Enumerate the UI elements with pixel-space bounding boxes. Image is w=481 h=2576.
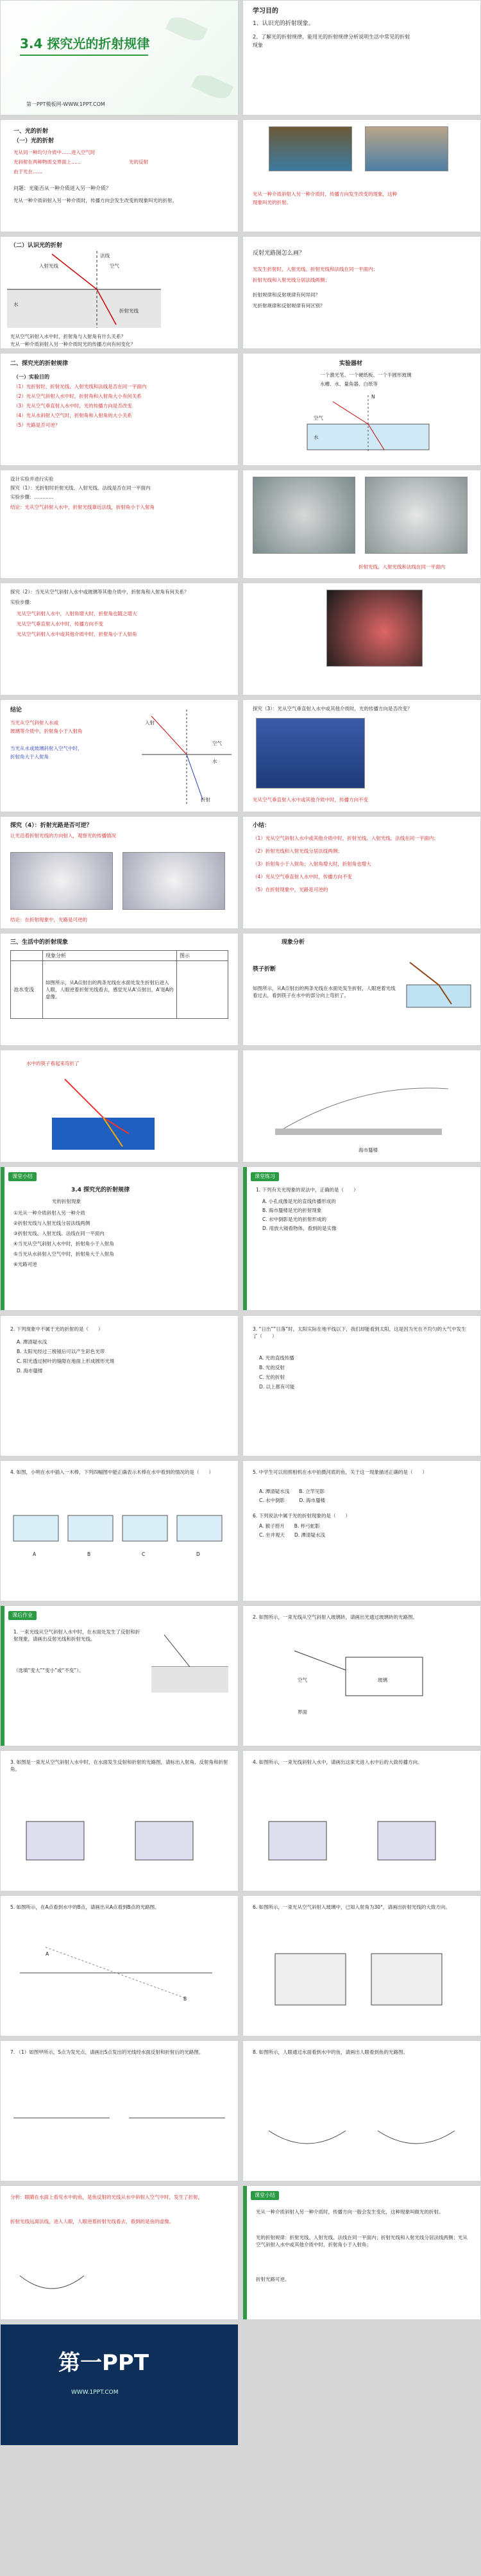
slide-36[interactable] bbox=[0, 2324, 239, 2446]
slide-35[interactable] bbox=[242, 2185, 481, 2320]
option: A. 光的直线传播 bbox=[259, 1355, 294, 1361]
definition-red: 光从一种介质斜射入另一种介质时，传播方向发生改变的现象，这种 bbox=[253, 191, 397, 197]
figure bbox=[20, 1796, 212, 1873]
line-4: 光斜射在两种物质交界面上…… bbox=[13, 159, 81, 165]
summary-line: 光的折射规律：折射光线、入射光线、法线在同一平面内；折射光线和入射光线分居法线两侧；光从空气斜射入水中或其他介质中时，折射角小于入射角； bbox=[256, 2235, 468, 2248]
row-text: 如图所示，从A点射出的两条光线在水面处发生折射，人眼逆着光线看过去，看到筷子在水中的部分向上弯折了。 bbox=[253, 985, 396, 998]
slide-21[interactable] bbox=[242, 1166, 481, 1311]
item: ③折射光线、入射光线、法线在同一平面内 bbox=[13, 1231, 105, 1236]
line-3: 光从空气斜射入水中，入射角增大时，折射角也随之增大 bbox=[17, 611, 137, 617]
option: A. 小孔成像是光的直线传播形成的 bbox=[262, 1198, 336, 1204]
summary-item: （4）光从空气垂直射入水中时，传播方向不变 bbox=[253, 874, 352, 880]
leaf-decor bbox=[165, 13, 208, 46]
photo-refraction-1 bbox=[269, 126, 352, 171]
item: （4）光从水斜射入空气时，折射角和入射角的大小关系 bbox=[13, 413, 132, 418]
option: C. 坐井观天 D. 潭清疑水浅 bbox=[259, 1532, 326, 1538]
line-1: 反射光路图怎么画？ bbox=[253, 250, 305, 257]
slide-7[interactable] bbox=[0, 353, 239, 466]
figure bbox=[262, 1941, 455, 2018]
photo-tank bbox=[256, 718, 365, 789]
line-2: 实验步骤： bbox=[10, 599, 35, 605]
side-bar bbox=[1, 1167, 4, 1310]
line-5: 光从空气斜射入水中或其他介质中时，折射角小于入射角 bbox=[17, 631, 137, 637]
question-2: （选填“变大”“变小”或“不变”）。 bbox=[13, 1668, 84, 1673]
photo-experiment-1 bbox=[253, 477, 355, 554]
label-air: 空气 bbox=[298, 1677, 307, 1683]
option: D. 海市蜃楼 bbox=[17, 1368, 43, 1374]
figure bbox=[262, 1796, 455, 1873]
chopstick-figure bbox=[403, 959, 474, 1011]
section-tag: 课堂小结 bbox=[251, 2191, 279, 2200]
slide-2[interactable] bbox=[242, 0, 481, 115]
refraction-diagram bbox=[7, 251, 161, 328]
slide-6[interactable] bbox=[242, 236, 481, 349]
slide-14[interactable] bbox=[0, 816, 239, 929]
question: 光从空气斜射入水中时，折射角与入射角有什么关系？ bbox=[10, 334, 126, 339]
option: C. 阳光透过树叶的缝隙在地面上形成圆形光斑 bbox=[17, 1358, 115, 1364]
photo-reversible-1 bbox=[10, 852, 113, 910]
slide-18[interactable] bbox=[0, 1050, 239, 1163]
label-water: 水 bbox=[314, 434, 319, 440]
label-air: 空气 bbox=[110, 263, 119, 269]
row-figure bbox=[177, 961, 228, 1019]
slide-5[interactable] bbox=[0, 236, 239, 349]
line-3: 光从同一种均匀介质中……进入空气时 bbox=[13, 149, 96, 155]
question: 8. 如图所示，人眼通过水面看到水中的鱼，请画出人眼看到鱼的光路图。 bbox=[253, 2049, 409, 2055]
phenomenon-table bbox=[10, 950, 228, 1019]
label-normal: N bbox=[371, 394, 375, 400]
slide-8[interactable] bbox=[242, 353, 481, 466]
slide-heading: 结论 bbox=[10, 707, 22, 713]
line-1: 让光沿着折射光线的方向射入，观察光的传播情况 bbox=[10, 833, 116, 839]
slide-3[interactable] bbox=[0, 119, 239, 232]
line-3: 实验步骤：………… bbox=[10, 494, 54, 500]
slide-heading: （二）认识光的折射 bbox=[10, 243, 63, 249]
slide-15[interactable] bbox=[242, 816, 481, 929]
heading: 学习目的 bbox=[253, 8, 278, 15]
item: ②折射光线与入射光线分居法线两侧 bbox=[13, 1220, 90, 1226]
line-2: 探究（1）：光折射时折射光线、入射光线、法线是否在同一平面内 bbox=[10, 485, 151, 491]
option: B. 太阳光经过三棱镜后可以产生彩色光带 bbox=[17, 1349, 105, 1354]
question: 4. 如图，小明在水中插入一木棒，下列四幅图中能正确表示木棒在水中看到的情况的是（ ） bbox=[10, 1469, 214, 1475]
option-letter: A bbox=[33, 1551, 37, 1557]
item: 光的折射现象 bbox=[52, 1198, 81, 1204]
figure bbox=[256, 2079, 468, 2156]
question: 6. 如图所示，一束光从空气斜射入玻璃中，已知入射角为30°，请画出折射光线的大致方向。 bbox=[253, 1904, 450, 1910]
slide-heading: 现象分析 bbox=[282, 939, 305, 946]
line-5: 光的反射 bbox=[129, 159, 148, 165]
label-incident: 入射光线 bbox=[39, 263, 58, 269]
slide-22[interactable] bbox=[0, 1315, 239, 1456]
label-water: 水 bbox=[212, 758, 217, 764]
item: ④当光从空气斜射入水中时，折射角小于入射角 bbox=[13, 1241, 114, 1247]
slide-19[interactable] bbox=[242, 1050, 481, 1163]
option: C. 光的折射 bbox=[259, 1374, 285, 1380]
analysis-2: 折射光线远离法线，进入人眼，人眼逆着折射光线看去，看到的是鱼的虚像。 bbox=[10, 2219, 174, 2224]
line-1: 当光从空气斜射入水或 bbox=[10, 720, 58, 726]
line-5: 光折射规律和反射规律有何区别？ bbox=[253, 303, 325, 309]
slide-11[interactable] bbox=[0, 583, 239, 695]
definition: 光从一种介质斜射入另一种介质时，传播方向会发生改变的现象叫光的折射。 bbox=[13, 198, 177, 203]
slide-29[interactable] bbox=[242, 1750, 481, 1891]
conclusion: 结论：光从空气斜射入水中，折射光线靠近法线，折射角小于入射角 bbox=[10, 504, 155, 510]
item: （2）光从空气斜射入水中时，折射角和入射角大小有何关系 bbox=[13, 393, 142, 399]
summary-item: （2）折射光线和入射光线分居法线两侧； bbox=[253, 848, 342, 854]
section-tag: 课堂小结 bbox=[8, 1172, 37, 1181]
goal-2b: 现象 bbox=[253, 42, 263, 48]
question: 3. 如图是一束光从空气斜射入水中时，在水面发生反射和折射的光路图，请标出入射角、反射角和折射角。 bbox=[10, 1759, 228, 1772]
item: （3）光从空气垂直射入水中时，光的传播方向是否改变 bbox=[13, 403, 132, 409]
side-bar bbox=[243, 1167, 247, 1310]
figure bbox=[13, 2079, 225, 2156]
section-tag: 课堂练习 bbox=[251, 1172, 279, 1181]
caption: 海市蜃楼 bbox=[359, 1147, 378, 1153]
item: ⑥光路可逆 bbox=[13, 1261, 37, 1267]
option-letter: B bbox=[87, 1551, 91, 1557]
slide-subtitle: 第一PPT模板网-WWW.1PPT.COM bbox=[26, 101, 105, 107]
row-text: 如图所示，从A点射出的两条光线在水面处发生折射后进入人眼，人眼逆着折射光线看去，感觉光从A'点射出，A'是A的虚像。 bbox=[43, 961, 177, 1019]
title-underline bbox=[20, 55, 148, 56]
option: C. 水中倒影是光的折射形成的 bbox=[262, 1216, 327, 1222]
label-air: 空气 bbox=[212, 740, 222, 746]
header-cell: 现象分析 bbox=[43, 951, 177, 961]
caption: 折射光线、入射光线和法线在同一平面内 bbox=[359, 564, 445, 570]
item: （一）实验目的 bbox=[13, 374, 49, 380]
figure bbox=[151, 1632, 228, 1696]
mirage-figure bbox=[262, 1057, 455, 1147]
analysis: 分析：眼睛在水面上看见水中的鱼，是鱼反射的光线从水中斜射入空气中时，发生了折射， bbox=[10, 2194, 203, 2200]
item: ①光从一种介质斜射入另一种介质 bbox=[13, 1210, 85, 1216]
line-4: 光从空气垂直射入水中时，传播方向不变 bbox=[17, 621, 103, 627]
leaf-decor bbox=[191, 71, 233, 103]
summary-item: （3）折射角小于入射角；入射角增大时，折射角也增大 bbox=[253, 861, 371, 867]
line-4: 折射角大于入射角 bbox=[10, 754, 49, 760]
slide-heading: 三、生活中的折射现象 bbox=[10, 939, 69, 946]
slide-27[interactable] bbox=[242, 1605, 481, 1746]
slide-11b[interactable] bbox=[242, 583, 481, 695]
question: 4. 如图所示，一束光线斜射入水中，请画出这束光进入水中后的大致传播方向。 bbox=[253, 1759, 423, 1765]
slide-33[interactable] bbox=[242, 2040, 481, 2181]
question: 7. （1）如图甲所示，S点为发光点，请画出S点发出的光线经水面反射和折射后的光路图。 bbox=[10, 2049, 204, 2055]
conclusion: 结论：在折射现象中，光路是可逆的 bbox=[10, 917, 87, 923]
header-cell: 图示 bbox=[177, 951, 228, 961]
option: A. 潭清疑水浅 bbox=[17, 1339, 47, 1345]
line-1: 一、光的折射 bbox=[13, 128, 49, 135]
question: 1. 下列有关光现象的说法中，正确的是（ ） bbox=[256, 1187, 359, 1193]
option-letter: D bbox=[196, 1551, 200, 1557]
line-2: 光发生折射时，入射光线、折射光线和法线在同一平面内； bbox=[253, 266, 378, 272]
line-1: 探究（2）：当光从空气斜射入水中或玻璃等其他介质中，折射角和入射角有何关系？ bbox=[10, 589, 189, 595]
point-b: B bbox=[183, 1996, 187, 2002]
item: （1）光折射时，折射光线、入射光线和法线是否在同一平面内 bbox=[13, 384, 147, 389]
line-3: 当光从水或玻璃斜射入空气中时， bbox=[10, 746, 83, 751]
apparatus-diagram bbox=[294, 392, 442, 456]
line-2: 水槽、水、量角器、白纸等 bbox=[320, 381, 378, 387]
slide-heading: 探究（4）：折射光路是否可逆？ bbox=[10, 823, 92, 829]
line-1: 设计实验并进行实验 bbox=[10, 476, 54, 482]
summary-item: （5）在折射现象中，光路是可逆的 bbox=[253, 887, 328, 892]
label-incident: 入射 bbox=[145, 720, 155, 726]
slide-title: 3.4 探究光的折射规律 bbox=[20, 36, 150, 51]
question: 2. 下列现象中不属于光的折射的是（ ） bbox=[10, 1326, 103, 1332]
slide-17[interactable] bbox=[242, 933, 481, 1046]
options-figure bbox=[10, 1499, 228, 1544]
slide-28[interactable] bbox=[0, 1750, 239, 1891]
slide-16[interactable] bbox=[0, 933, 239, 1046]
slide-20[interactable] bbox=[0, 1166, 239, 1311]
question: 问题：光能否从一种介质进入另一种介质？ bbox=[13, 185, 111, 191]
option-letter: C bbox=[142, 1551, 146, 1557]
refraction-diagram bbox=[142, 710, 232, 806]
label-glass: 玻璃 bbox=[378, 1677, 387, 1683]
slide-heading: 实验器材 bbox=[339, 361, 363, 367]
slide-10[interactable] bbox=[242, 470, 481, 579]
row-name: 筷子折断 bbox=[253, 966, 276, 973]
slide-30[interactable] bbox=[0, 1895, 239, 2036]
label-air: 空气 bbox=[314, 415, 323, 421]
photo-laser bbox=[326, 590, 423, 667]
slide-13[interactable] bbox=[242, 699, 481, 812]
slide-26[interactable] bbox=[0, 1605, 239, 1746]
slide-heading: 小结： bbox=[253, 823, 271, 829]
photo-refraction-2 bbox=[365, 126, 448, 171]
line-2: （一）光的折射 bbox=[13, 138, 55, 144]
label-water: 水 bbox=[13, 302, 19, 307]
summary-line: 光从一种介质斜射入另一种介质时，传播方向一般会发生变化，这种现象叫做光的折射。 bbox=[256, 2209, 444, 2215]
figure bbox=[13, 2250, 90, 2295]
row-name: 池水变浅 bbox=[11, 961, 43, 1019]
slide-23[interactable] bbox=[242, 1315, 481, 1456]
caption: 水中的筷子看起来弯折了 bbox=[26, 1061, 80, 1066]
question-2: 光从一种介质斜射入另一种介质时光的传播方向有何变化？ bbox=[10, 341, 135, 347]
slide-9[interactable] bbox=[0, 470, 239, 579]
slide-32[interactable] bbox=[0, 2040, 239, 2181]
option: D. 用放大镜看物体，看到的是实像 bbox=[262, 1225, 337, 1231]
label-refracted: 折射光线 bbox=[119, 308, 139, 314]
label-normal: 法线 bbox=[100, 253, 110, 259]
logo: 第一PPT bbox=[58, 2350, 149, 2376]
summary-item: （1）光从空气斜射入水中或其他介质中时，折射光线、入射光线、法线在同一平面内； bbox=[253, 835, 439, 841]
item: （5）光路是否可逆？ bbox=[13, 422, 60, 428]
line-1: 探究（3）：光从空气垂直射入水中或其他介质时，光的传播方向是否改变？ bbox=[253, 706, 412, 712]
slide-4[interactable] bbox=[242, 119, 481, 232]
line-2: 玻璃等介质中，折射角小于入射角 bbox=[10, 728, 83, 734]
option: C. 水中倒影 D. 海市蜃楼 bbox=[259, 1497, 326, 1503]
goal-2: 2、了解光的折射规律，能用光的折射规律分析说明生活中常见的折射 bbox=[253, 34, 410, 40]
goal-1: 1、认识光的折射现象。 bbox=[253, 21, 314, 27]
line-6: 由于光在…… bbox=[13, 169, 42, 175]
photo-experiment-2 bbox=[365, 477, 468, 554]
slide-heading: 二、探究光的折射规律 bbox=[10, 361, 69, 367]
question: 3. “日出”“日落”时，太阳实际在地平线以下，我们却能看到太阳，这是因为光在不均匀的大气中发生了（ ） bbox=[253, 1326, 466, 1339]
label-refracted: 折射 bbox=[201, 797, 210, 803]
question: 5. 中学生可以用照相机在水中拍摄河底的鱼，关于这一现象描述正确的是（ ） bbox=[253, 1469, 428, 1475]
point-a: A bbox=[46, 1951, 49, 1957]
slide-25[interactable] bbox=[242, 1460, 481, 1601]
site: WWW.1PPT.COM bbox=[71, 2389, 119, 2396]
slide-heading: 3.4 探究光的折射规律 bbox=[71, 1187, 130, 1193]
question: 5. 如图所示，在A点看到水中的B点，请画出从A点看到B点的光路图。 bbox=[10, 1904, 160, 1910]
summary-line: 折射光路可逆。 bbox=[256, 2276, 290, 2282]
caption: 光从空气垂直射入水中或其他介质中时，传播方向不变 bbox=[253, 797, 368, 803]
line-1: 一个激光笔、一个硬纸板、一个半圆形玻璃 bbox=[320, 372, 412, 378]
question: 2. 如图所示，一束光线从空气斜射入玻璃砖，请画出光通过玻璃砖的光路图。 bbox=[253, 1614, 418, 1620]
header-cell bbox=[11, 951, 43, 961]
definition-red-2: 现象叫光的折射。 bbox=[253, 200, 291, 205]
slide-12[interactable] bbox=[0, 699, 239, 812]
slide-34[interactable] bbox=[0, 2185, 239, 2320]
line-4: 折射规律和反射规律有何异同？ bbox=[253, 292, 320, 298]
option: B. 海市蜃楼是光的折射现象 bbox=[262, 1207, 322, 1213]
slide-1[interactable] bbox=[0, 0, 239, 115]
item: ⑤当光从水斜射入空气中时，折射角大于入射角 bbox=[13, 1251, 114, 1257]
side-bar bbox=[243, 2186, 247, 2319]
option: B. 光的反射 bbox=[259, 1365, 285, 1370]
question: 6. 下列说法中属于光的折射现象的是（ ） bbox=[253, 1513, 351, 1519]
slide-31[interactable] bbox=[242, 1895, 481, 2036]
line-3: 折射光线和入射光线分居法线两侧； bbox=[253, 277, 330, 283]
label-interface: 界面 bbox=[298, 1709, 307, 1715]
bent-stick-figure bbox=[39, 1073, 167, 1156]
option: A. 潭清疑水浅 B. 立竿见影 bbox=[259, 1488, 325, 1494]
side-bar bbox=[1, 1606, 4, 1746]
section-tag: 课后作业 bbox=[8, 1611, 37, 1620]
slide-24[interactable] bbox=[0, 1460, 239, 1601]
option: D. 以上都有可能 bbox=[259, 1384, 295, 1390]
option: A. 猴子捞月 B. 杯弓蛇影 bbox=[259, 1523, 320, 1529]
question: 1. 一束光线从空气斜射入水中时，在水面处发生了反射和折射现象，请画出反射光线和折射光线。 bbox=[13, 1629, 140, 1642]
photo-reversible-2 bbox=[122, 852, 225, 910]
